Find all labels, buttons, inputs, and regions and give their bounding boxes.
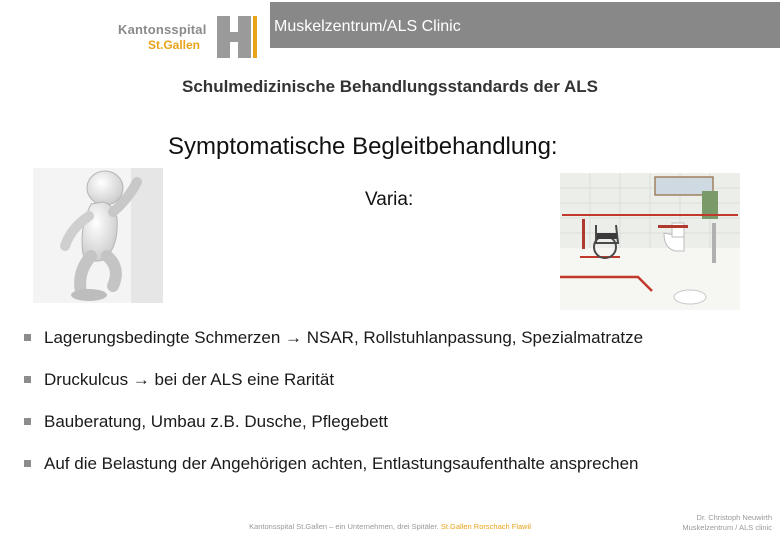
slide-subtitle: Schulmedizinische Behandlungsstandards der ALS <box>182 77 598 96</box>
bullet-square-icon <box>24 418 31 425</box>
section-label-varia: Varia: <box>365 189 414 210</box>
bullet-square-icon <box>24 376 31 383</box>
logo-text-stgallen: St.Gallen <box>148 38 201 52</box>
footer-author <box>682 513 772 533</box>
list-item <box>24 412 643 454</box>
logo-text-kantonsspital: Kantonsspital <box>118 22 207 37</box>
bullet-square-icon <box>24 460 31 467</box>
footer-highlight: St.Gallen Rorschach Flawil <box>440 522 531 531</box>
author-org: Muskelzentrum / ALS clinic <box>682 523 772 532</box>
climbing-figure-illustration <box>33 168 163 303</box>
footer-text: Kantonsspital St.Gallen – ein Unternehmen, drei Spitäler. <box>249 522 439 531</box>
bullet-list <box>24 328 643 496</box>
accessible-bathroom-photo <box>560 173 740 310</box>
slide-heading: Symptomatische Begleitbehandlung: <box>168 133 558 160</box>
bullet-text: Auf die Belastung der Angehörigen achten, Entlastungsaufenthalte ansprechen <box>44 454 639 473</box>
bullet-text: Lagerungsbedingte Schmerzen → NSAR, Rollstuhlanpassung, Spezialmatratze <box>44 328 644 347</box>
list-item <box>24 328 643 370</box>
author-name: Dr. Christoph Neuwirth <box>696 513 772 522</box>
bullet-text: Bauberatung, Umbau z.B. Dusche, Pflegebett <box>44 412 388 431</box>
logo-h-mark-icon <box>211 12 271 60</box>
hospital-logo <box>118 8 268 56</box>
list-item <box>24 454 643 496</box>
bullet-text: Druckulcus → bei der ALS eine Rarität <box>44 370 335 389</box>
footer-tagline <box>0 522 780 531</box>
list-item <box>24 370 643 412</box>
clinic-title: Muskelzentrum/ALS Clinic <box>274 18 461 35</box>
bullet-square-icon <box>24 334 31 341</box>
